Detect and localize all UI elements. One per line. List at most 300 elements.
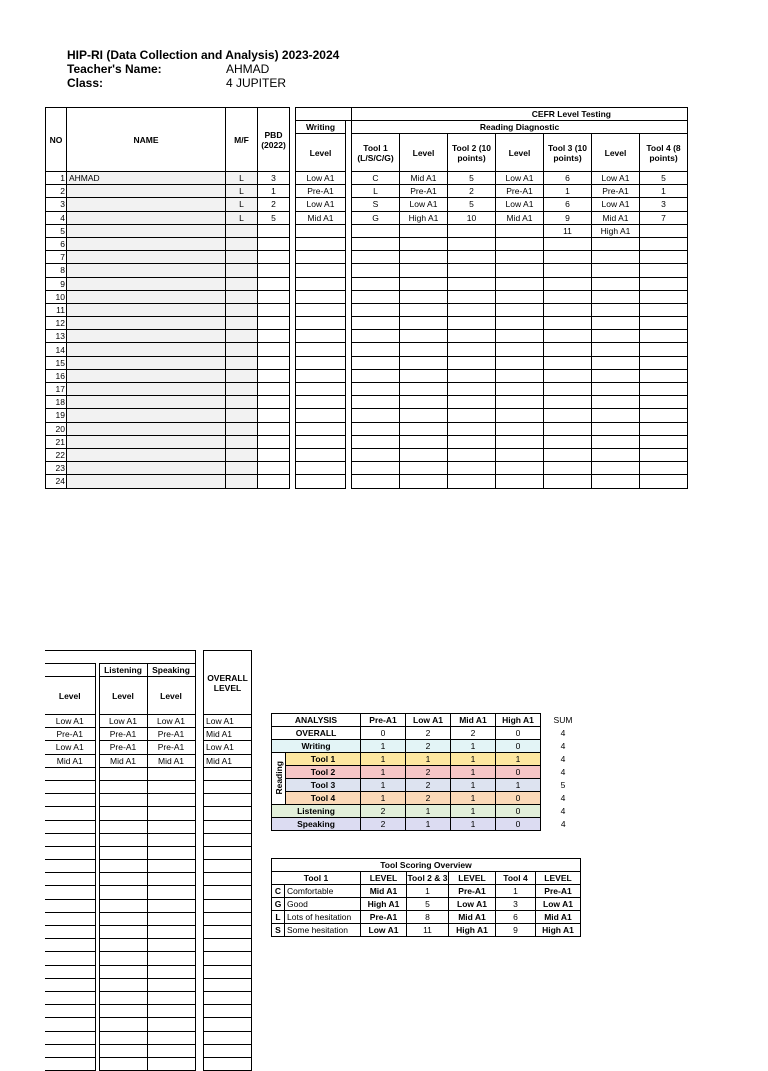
table-row <box>204 978 252 991</box>
table-cell <box>352 317 400 330</box>
table-row <box>296 396 688 409</box>
analysis-row <box>272 805 586 818</box>
analysis-count: 0 <box>361 727 406 740</box>
col-name: NAME <box>67 108 226 172</box>
table-cell <box>448 277 496 290</box>
speaking-level-header: Level <box>147 677 195 715</box>
table-row <box>204 1018 252 1031</box>
table-cell <box>592 396 640 409</box>
tool4-level: High A1 <box>536 924 581 937</box>
pbd-cell <box>258 290 290 303</box>
table-cell <box>544 409 592 422</box>
table-cell <box>496 343 544 356</box>
table-cell <box>496 369 544 382</box>
speaking-level: Low A1 <box>147 715 195 728</box>
analysis-sum: 4 <box>560 793 566 803</box>
writing-level <box>296 462 346 475</box>
gender-cell <box>226 330 258 343</box>
tool4-score: 9 <box>496 924 536 937</box>
overall-level <box>204 886 252 899</box>
speaking-level <box>147 978 195 991</box>
writing-level <box>296 422 346 435</box>
student-name <box>67 303 226 316</box>
speaking-level <box>147 767 195 780</box>
overall-level <box>204 939 252 952</box>
table-cell <box>592 383 640 396</box>
speaking-level <box>147 1018 195 1031</box>
table-cell <box>400 290 448 303</box>
overall-level <box>204 1031 252 1044</box>
gender-cell: L <box>226 198 258 211</box>
listening-level <box>99 1057 147 1070</box>
table-cell <box>448 237 496 250</box>
level-cell <box>45 1018 95 1031</box>
table-row <box>45 767 195 780</box>
table-cell <box>400 343 448 356</box>
table-row <box>46 317 290 330</box>
listening-level <box>99 1005 147 1018</box>
ts-tool4-header: Tool 4 <box>496 872 536 885</box>
tool1-code: S <box>272 924 285 937</box>
table-row <box>46 356 290 369</box>
tool2-score: 10 <box>448 211 496 224</box>
student-name <box>67 290 226 303</box>
speaking-level <box>147 1031 195 1044</box>
listening-speaking-table <box>45 650 196 1071</box>
listening-level <box>99 780 147 793</box>
listening-level <box>99 1018 147 1031</box>
tool23-level: High A1 <box>449 924 496 937</box>
analysis-sum: 4 <box>560 741 566 751</box>
listening-level-header: Level <box>99 677 147 715</box>
speaking-level <box>147 886 195 899</box>
speaking-level <box>147 965 195 978</box>
table-row <box>46 422 290 435</box>
listening-header: Listening <box>99 664 147 677</box>
table-row <box>46 383 290 396</box>
table-cell <box>448 290 496 303</box>
listening-level <box>99 794 147 807</box>
table-cell <box>640 356 688 369</box>
analysis-row <box>272 792 586 805</box>
table-row <box>204 794 252 807</box>
speaking-level <box>147 860 195 873</box>
level-cell <box>45 833 95 846</box>
tool1-description: Lots of hesitation <box>285 911 361 924</box>
analysis-count: 0 <box>496 727 541 740</box>
table-row <box>46 343 290 356</box>
tool2-score: 5 <box>448 198 496 211</box>
student-name: AHMAD <box>67 172 226 185</box>
analysis-count: 1 <box>496 753 541 766</box>
listening-level <box>99 886 147 899</box>
table-row <box>46 290 290 303</box>
level-header: Level <box>45 677 95 715</box>
tool1-code: L <box>272 911 285 924</box>
table-cell <box>496 303 544 316</box>
speaking-level <box>147 899 195 912</box>
table-row <box>296 330 688 343</box>
pbd-cell <box>258 396 290 409</box>
listening-level: Low A1 <box>99 715 147 728</box>
table-cell <box>496 330 544 343</box>
table-cell <box>448 303 496 316</box>
pbd-cell: 2 <box>258 198 290 211</box>
speaking-level <box>147 939 195 952</box>
listening-level <box>99 1044 147 1057</box>
gender-cell <box>226 383 258 396</box>
row-number: 18 <box>46 396 67 409</box>
overall-level <box>204 1044 252 1057</box>
pbd-cell <box>258 317 290 330</box>
table-cell <box>400 475 448 488</box>
level-cell <box>45 846 95 859</box>
analysis-sum: 4 <box>560 806 566 816</box>
student-name <box>67 343 226 356</box>
tool2-level: Low A1 <box>496 198 544 211</box>
gender-cell <box>226 475 258 488</box>
tool1-description: Comfortable <box>285 885 361 898</box>
table-cell <box>400 303 448 316</box>
table-cell <box>496 448 544 461</box>
gender-cell <box>226 396 258 409</box>
tool23-level: Low A1 <box>449 898 496 911</box>
gender-cell: L <box>226 172 258 185</box>
table-cell <box>496 462 544 475</box>
table-row <box>46 172 290 185</box>
table-cell <box>544 317 592 330</box>
gender-cell <box>226 303 258 316</box>
speaking-level <box>147 1044 195 1057</box>
table-cell <box>496 409 544 422</box>
table-cell <box>400 409 448 422</box>
table-row <box>46 475 290 488</box>
table-cell <box>496 422 544 435</box>
level-cell <box>45 780 95 793</box>
listening-level <box>99 833 147 846</box>
table-cell <box>544 264 592 277</box>
tool2-level: Low A1 <box>496 172 544 185</box>
row-number: 1 <box>46 172 67 185</box>
student-name <box>67 198 226 211</box>
table-row <box>204 1031 252 1044</box>
table-cell <box>352 422 400 435</box>
pbd-cell: 5 <box>258 211 290 224</box>
table-row <box>45 846 195 859</box>
table-cell <box>352 356 400 369</box>
level-cell <box>45 794 95 807</box>
table-cell <box>352 448 400 461</box>
tool4-score: 3 <box>640 198 688 211</box>
analysis-row-label: Tool 2 <box>286 766 361 779</box>
table-cell <box>496 356 544 369</box>
gender-cell <box>226 237 258 250</box>
table-row <box>46 396 290 409</box>
low-a1-header: Low A1 <box>406 714 451 727</box>
table-cell <box>400 330 448 343</box>
table-cell <box>592 356 640 369</box>
analysis-count: 2 <box>406 792 451 805</box>
table-cell <box>544 475 592 488</box>
pbd-cell <box>258 369 290 382</box>
writing-level: Low A1 <box>296 198 346 211</box>
level-cell <box>45 1057 95 1070</box>
analysis-count: 1 <box>451 792 496 805</box>
table-row <box>296 211 688 224</box>
analysis-count: 1 <box>451 766 496 779</box>
writing-level <box>296 448 346 461</box>
tool2-level: Mid A1 <box>496 211 544 224</box>
analysis-row-label: Tool 1 <box>286 753 361 766</box>
gender-cell <box>226 317 258 330</box>
row-number: 23 <box>46 462 67 475</box>
table-cell <box>352 383 400 396</box>
report-title: HIP-RI (Data Collection and Analysis) 2023-2024 <box>67 48 340 62</box>
student-info-table <box>45 107 290 489</box>
table-cell <box>544 343 592 356</box>
table-row <box>204 873 252 886</box>
mid-a1-header: Mid A1 <box>451 714 496 727</box>
table-row <box>46 462 290 475</box>
table-row <box>296 462 688 475</box>
table-row <box>204 807 252 820</box>
table-cell <box>496 290 544 303</box>
tool1-level: High A1 <box>361 898 407 911</box>
table-row <box>204 886 252 899</box>
table-row <box>45 926 195 939</box>
table-cell <box>640 475 688 488</box>
tool2-level: Pre-A1 <box>496 185 544 198</box>
table-row <box>296 317 688 330</box>
student-name <box>67 211 226 224</box>
reading-diagnostic-header: Reading Diagnostic <box>352 121 688 134</box>
row-number: 7 <box>46 251 67 264</box>
table-row <box>45 952 195 965</box>
tool1-score: C <box>352 172 400 185</box>
table-cell <box>352 435 400 448</box>
tool1-score: G <box>352 211 400 224</box>
listening-level <box>99 912 147 925</box>
overall-level <box>204 794 252 807</box>
table-cell <box>400 396 448 409</box>
student-name <box>67 448 226 461</box>
tool1-level-header: Level <box>400 134 448 172</box>
writing-level <box>296 237 346 250</box>
table-row <box>46 448 290 461</box>
tool1-description: Good <box>285 898 361 911</box>
level-cell: Low A1 <box>45 741 95 754</box>
tool1-code: G <box>272 898 285 911</box>
tool4-score: 1 <box>496 885 536 898</box>
speaking-level <box>147 794 195 807</box>
table-cell <box>544 303 592 316</box>
overall-level <box>204 873 252 886</box>
gender-cell <box>226 462 258 475</box>
table-cell <box>352 303 400 316</box>
level-cell <box>45 912 95 925</box>
table-cell <box>544 251 592 264</box>
pbd-cell <box>258 330 290 343</box>
level-cell <box>45 1044 95 1057</box>
analysis-row <box>272 818 586 831</box>
table-cell <box>448 330 496 343</box>
table-row <box>296 264 688 277</box>
table-row <box>296 198 688 211</box>
ts-tool23-header: Tool 2 & 3 <box>407 873 448 883</box>
analysis-count: 1 <box>451 805 496 818</box>
table-cell <box>352 396 400 409</box>
table-row <box>45 754 195 767</box>
pbd-cell <box>258 462 290 475</box>
level-cell <box>45 978 95 991</box>
speaking-level: Pre-A1 <box>147 728 195 741</box>
row-number: 3 <box>46 198 67 211</box>
level-cell <box>45 939 95 952</box>
table-cell <box>640 303 688 316</box>
listening-level <box>99 926 147 939</box>
gender-cell: L <box>226 211 258 224</box>
table-cell <box>592 330 640 343</box>
row-number: 14 <box>46 343 67 356</box>
writing-level <box>296 396 346 409</box>
table-cell <box>448 317 496 330</box>
analysis-count: 1 <box>361 740 406 753</box>
col-mf: M/F <box>226 108 258 172</box>
table-cell <box>592 369 640 382</box>
table-cell <box>352 264 400 277</box>
table-row <box>46 303 290 316</box>
table-cell <box>592 303 640 316</box>
table-cell <box>496 264 544 277</box>
table-cell <box>448 462 496 475</box>
row-number: 16 <box>46 369 67 382</box>
sum-header: SUM <box>553 715 573 725</box>
analysis-count: 2 <box>406 740 451 753</box>
tool1-score: S <box>352 198 400 211</box>
row-number: 4 <box>46 211 67 224</box>
listening-level <box>99 991 147 1004</box>
tool-scoring-title: Tool Scoring Overview <box>272 859 581 872</box>
table-row <box>204 833 252 846</box>
pbd-cell <box>258 356 290 369</box>
tool2-level-header: Level <box>496 134 544 172</box>
analysis-row <box>272 766 586 779</box>
writing-level: Mid A1 <box>296 211 346 224</box>
writing-level <box>296 475 346 488</box>
row-number: 24 <box>46 475 67 488</box>
table-row <box>296 237 688 250</box>
tool3-level: High A1 <box>592 224 640 237</box>
pbd-cell <box>258 475 290 488</box>
table-row <box>204 728 252 741</box>
table-cell <box>640 343 688 356</box>
tool2-score <box>448 224 496 237</box>
gender-cell <box>226 251 258 264</box>
table-row <box>45 1044 195 1057</box>
analysis-count: 2 <box>406 766 451 779</box>
pbd-cell <box>258 303 290 316</box>
pbd-cell <box>258 264 290 277</box>
table-cell <box>352 369 400 382</box>
analysis-count: 1 <box>451 753 496 766</box>
level-cell <box>45 886 95 899</box>
listening-level <box>99 952 147 965</box>
speaking-header: Speaking <box>147 664 195 677</box>
analysis-count: 1 <box>406 753 451 766</box>
table-cell <box>352 277 400 290</box>
table-cell <box>544 277 592 290</box>
row-number: 12 <box>46 317 67 330</box>
tool2-score: 5 <box>448 172 496 185</box>
pbd-cell <box>258 224 290 237</box>
table-row <box>204 912 252 925</box>
analysis-sum: 4 <box>560 767 566 777</box>
table-row <box>296 251 688 264</box>
level-cell <box>45 926 95 939</box>
table-cell <box>448 448 496 461</box>
table-row <box>46 224 290 237</box>
overall-level <box>204 978 252 991</box>
table-row <box>296 290 688 303</box>
pbd-cell <box>258 383 290 396</box>
table-cell <box>496 435 544 448</box>
listening-level <box>99 899 147 912</box>
table-row <box>296 435 688 448</box>
table-row <box>296 303 688 316</box>
student-name <box>67 237 226 250</box>
pbd-cell <box>258 409 290 422</box>
gender-cell <box>226 369 258 382</box>
table-row <box>204 899 252 912</box>
student-name <box>67 369 226 382</box>
table-cell <box>400 251 448 264</box>
tool4-score: 7 <box>640 211 688 224</box>
table-cell <box>448 369 496 382</box>
table-row <box>45 912 195 925</box>
table-cell <box>352 409 400 422</box>
tool2-header: Tool 2 (10 points) <box>448 134 496 172</box>
analysis-count: 1 <box>451 740 496 753</box>
tool3-level-header: Level <box>592 134 640 172</box>
table-row <box>204 860 252 873</box>
speaking-level <box>147 846 195 859</box>
table-row <box>296 343 688 356</box>
table-cell <box>448 383 496 396</box>
tool3-level: Pre-A1 <box>592 185 640 198</box>
listening-level <box>99 860 147 873</box>
analysis-count: 1 <box>361 792 406 805</box>
listening-level <box>99 873 147 886</box>
tool23-level: Pre-A1 <box>449 885 496 898</box>
analysis-count: 1 <box>496 779 541 792</box>
analysis-count: 0 <box>496 740 541 753</box>
row-number: 11 <box>46 303 67 316</box>
analysis-count: 2 <box>361 818 406 831</box>
col-no: NO <box>46 108 67 172</box>
analysis-sum: 4 <box>560 819 566 829</box>
speaking-level <box>147 833 195 846</box>
student-name <box>67 383 226 396</box>
overall-level <box>204 860 252 873</box>
writing-level <box>296 343 346 356</box>
analysis-count: 0 <box>496 792 541 805</box>
speaking-level <box>147 952 195 965</box>
overall-level <box>204 780 252 793</box>
student-name <box>67 251 226 264</box>
tool1-level <box>400 224 448 237</box>
tool1-level: Low A1 <box>361 924 407 937</box>
writing-level <box>296 369 346 382</box>
